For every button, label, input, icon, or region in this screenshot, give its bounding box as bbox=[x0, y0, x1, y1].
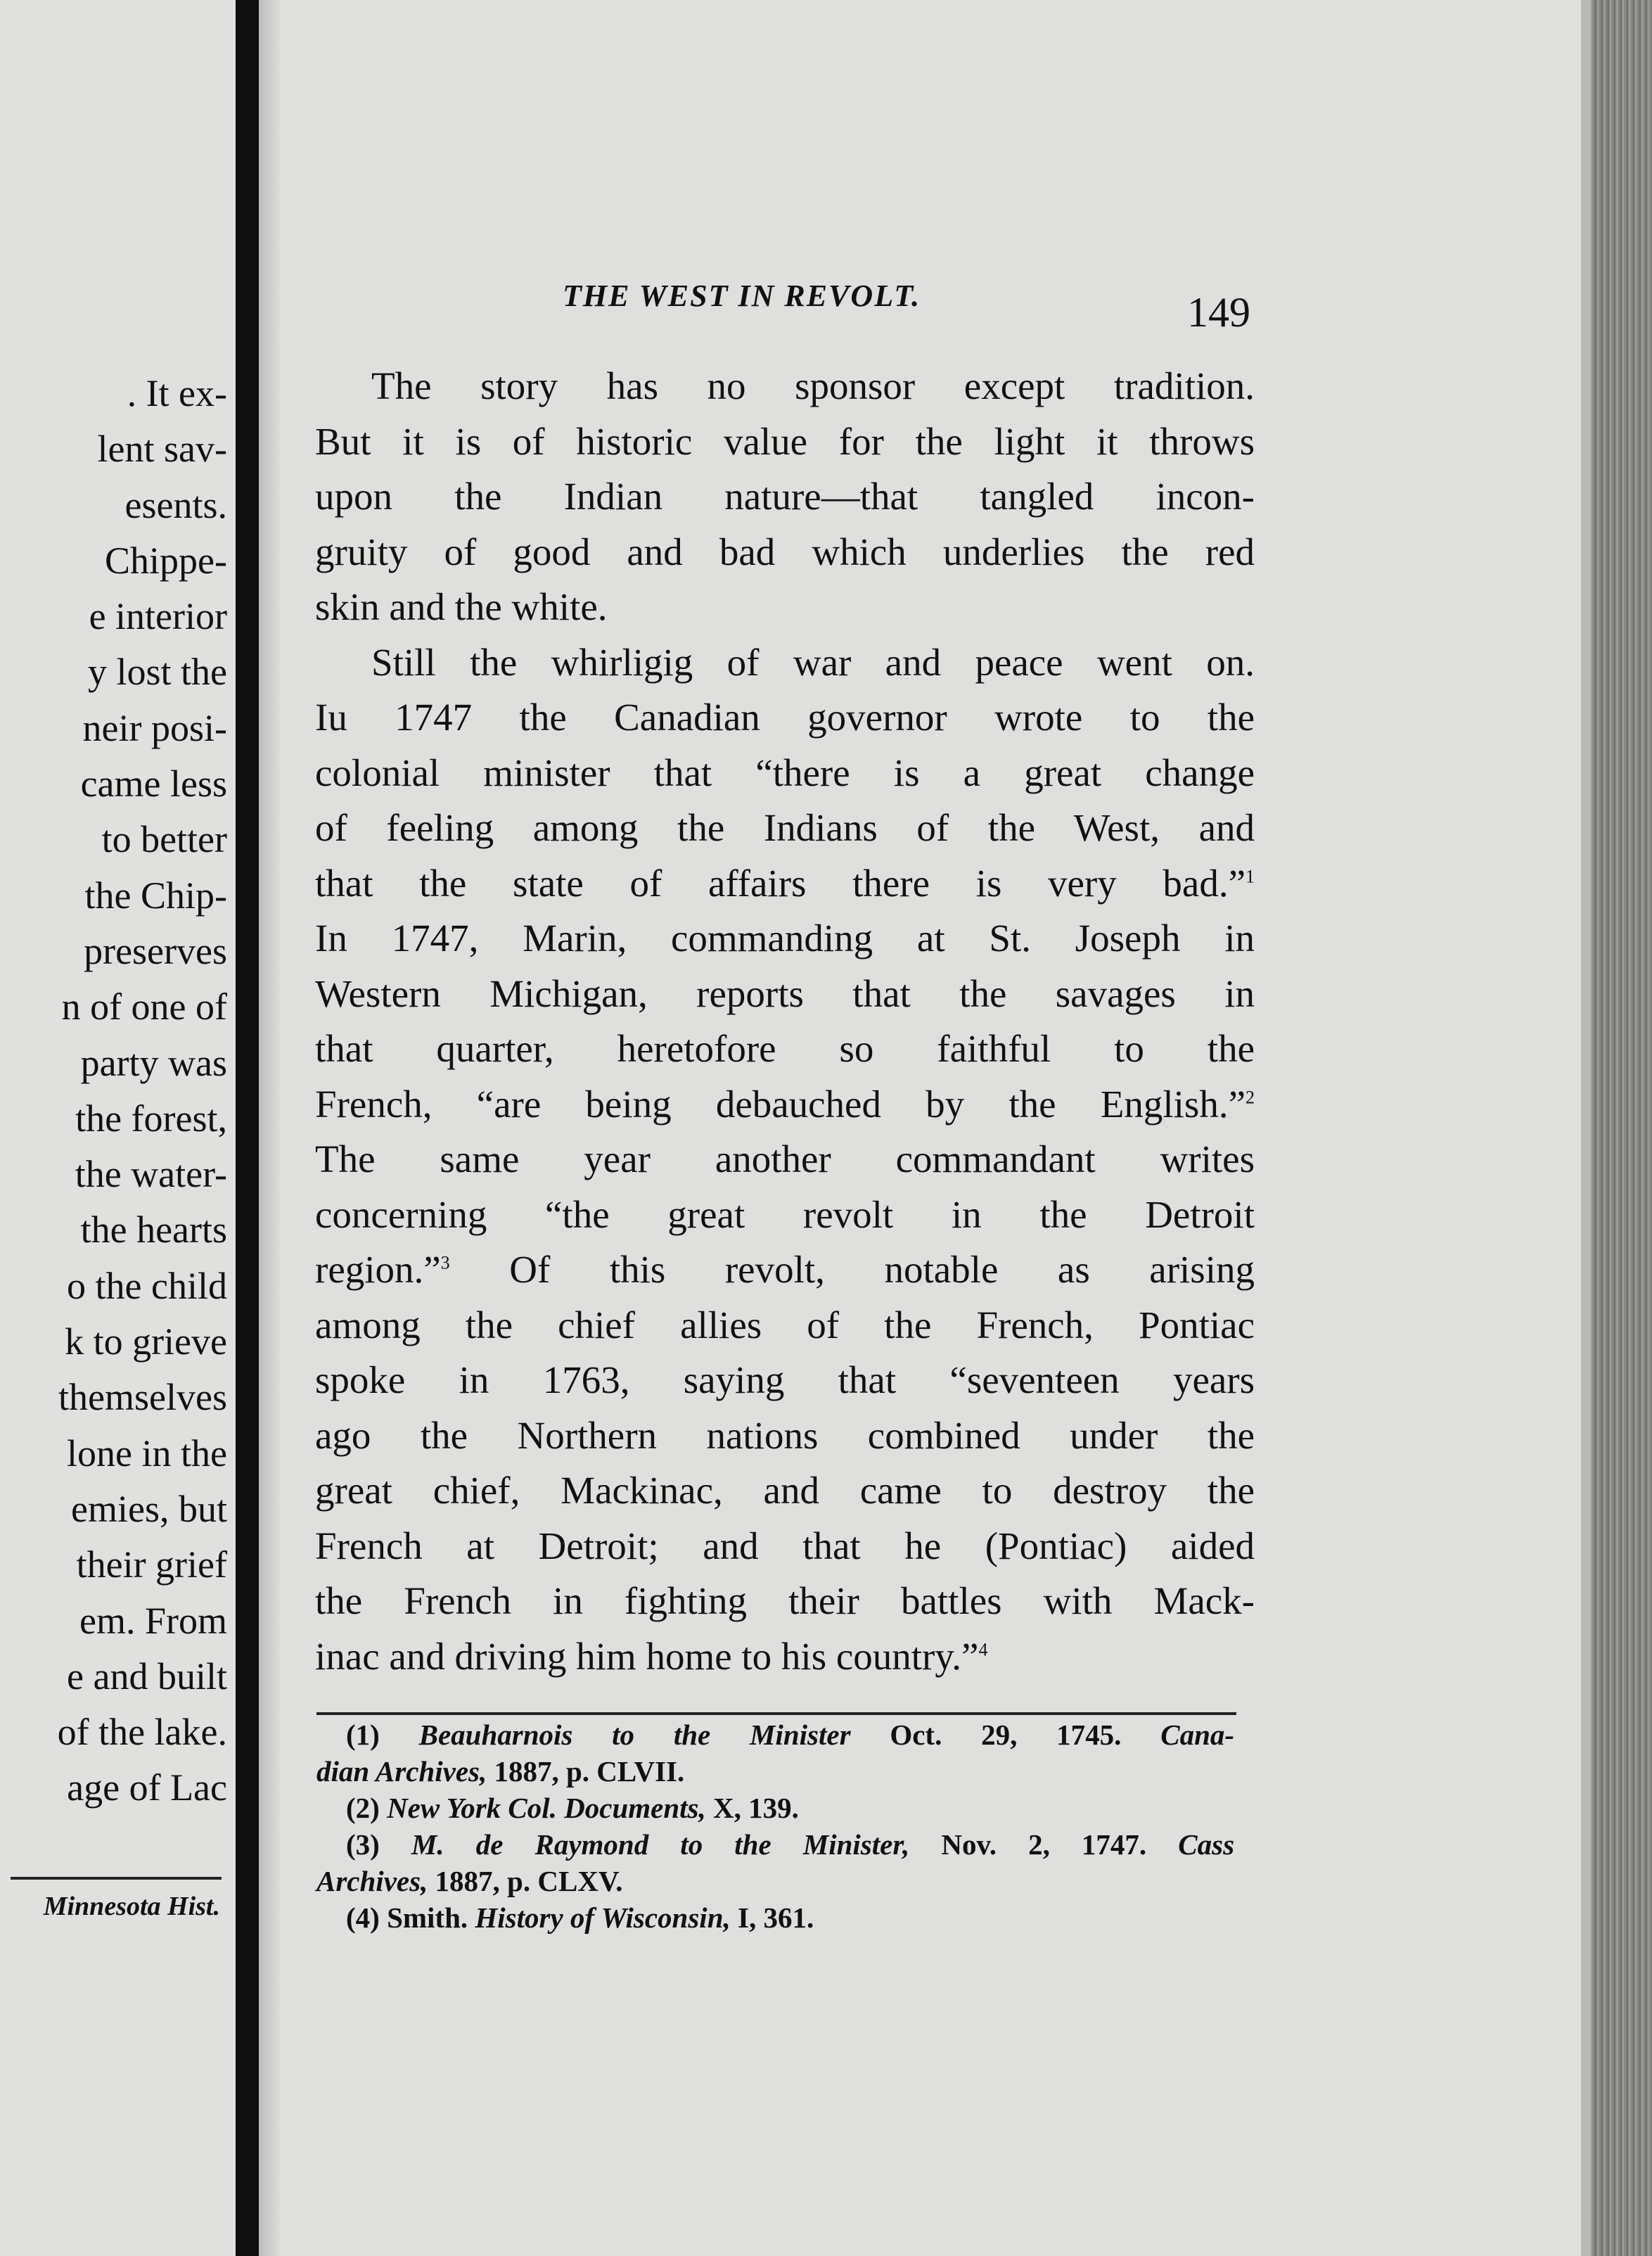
footnote-source: dian Archives, bbox=[316, 1755, 487, 1787]
footnote-3 bbox=[316, 1826, 1234, 1863]
text-segment: French, “are being debauched by the English.” bbox=[315, 1082, 1246, 1126]
left-line: Chippe- bbox=[105, 539, 227, 582]
text-line: that quarter, heretofore so faithful to the bbox=[315, 1027, 1255, 1070]
footnote-source: Archives, bbox=[316, 1865, 428, 1897]
left-line: the water- bbox=[75, 1153, 227, 1196]
left-line: n of one of bbox=[61, 986, 227, 1028]
text-segment: Of this revolt, notable as arising bbox=[449, 1248, 1255, 1291]
text-line: The same year another commandant writes bbox=[315, 1137, 1255, 1180]
left-line: y lost the bbox=[88, 651, 227, 694]
text-segment: inac and driving him home to his country.” bbox=[315, 1634, 979, 1678]
gutter-shadow bbox=[259, 0, 280, 2256]
text-segment: region.” bbox=[315, 1248, 441, 1291]
page-edge-stack bbox=[1581, 0, 1652, 2256]
footnote-source: Cana- bbox=[1160, 1719, 1235, 1751]
footnote-number: (4) bbox=[346, 1901, 380, 1934]
text-line: Iu 1747 the Canadian governor wrote to the bbox=[315, 696, 1255, 739]
footnote-rule bbox=[316, 1712, 1236, 1715]
footnote-text: X, 139. bbox=[713, 1792, 799, 1824]
left-line: age of Lac bbox=[67, 1766, 227, 1809]
left-line: came less bbox=[80, 763, 227, 805]
footnote-3-cont bbox=[316, 1863, 1234, 1899]
body-text bbox=[315, 359, 1255, 1684]
left-line: esents. bbox=[124, 483, 227, 526]
note-marker: 4 bbox=[978, 1639, 988, 1660]
text-line: colonial minister that “there is a great change bbox=[315, 751, 1255, 794]
note-marker: 1 bbox=[1246, 866, 1255, 887]
footnote-2 bbox=[316, 1790, 1234, 1826]
left-line: e interior bbox=[89, 595, 227, 638]
footnote-text: Nov. 2, 1747. bbox=[941, 1828, 1147, 1861]
text-line: spoke in 1763, saying that “seventeen years bbox=[315, 1358, 1255, 1401]
text-line: Still the whirligig of war and peace went on. bbox=[371, 640, 1255, 684]
footnote-author: Smith. bbox=[387, 1901, 468, 1934]
left-line: their grief bbox=[76, 1543, 227, 1586]
left-facing-page bbox=[0, 0, 236, 2256]
footnote-text: Oct. 29, 1745. bbox=[890, 1719, 1122, 1751]
left-footnote: Minnesota Hist. bbox=[43, 1892, 220, 1921]
text-line bbox=[315, 856, 1255, 912]
footnote-text: 1887, p. CLVII. bbox=[494, 1755, 685, 1787]
left-line: to better bbox=[101, 818, 227, 861]
footnote-1 bbox=[316, 1716, 1234, 1753]
left-line: emies, but bbox=[71, 1487, 227, 1530]
text-line: The story has no sponsor except tradition. bbox=[371, 364, 1255, 407]
left-line: lent sav- bbox=[97, 428, 227, 471]
text-line: of feeling among the Indians of the West, and bbox=[315, 806, 1255, 849]
text-line: upon the Indian nature—that tangled incon- bbox=[315, 475, 1255, 518]
footnote-number: (2) bbox=[346, 1792, 380, 1824]
text-line: In 1747, Marin, commanding at St. Joseph in bbox=[315, 917, 1255, 960]
footnote-number: (3) bbox=[346, 1828, 380, 1861]
left-line: the hearts bbox=[80, 1209, 227, 1251]
footnote-number: (1) bbox=[346, 1719, 380, 1751]
text-line bbox=[315, 1077, 1255, 1133]
running-head: THE WEST IN REVOLT. bbox=[563, 279, 921, 313]
note-marker: 3 bbox=[440, 1252, 450, 1273]
left-line: of the lake. bbox=[57, 1711, 227, 1754]
footnote-1-cont bbox=[316, 1753, 1234, 1790]
left-line: o the child bbox=[67, 1264, 227, 1307]
text-line: gruity of good and bad which underlies the red bbox=[315, 530, 1255, 573]
text-line: among the chief allies of the French, Pontiac bbox=[315, 1303, 1255, 1346]
left-line: the Chip- bbox=[84, 874, 227, 917]
text-segment: that the state of affairs there is very bad.” bbox=[315, 861, 1246, 905]
left-line: k to grieve bbox=[65, 1320, 227, 1363]
text-line: Western Michigan, reports that the savages in bbox=[315, 971, 1255, 1015]
page-number: 149 bbox=[1187, 289, 1250, 336]
footnote-title: New York Col. Documents, bbox=[387, 1792, 706, 1824]
text-line bbox=[315, 1242, 1255, 1298]
book-gutter bbox=[236, 0, 259, 2256]
left-line: the forest, bbox=[75, 1097, 227, 1140]
footnote-4 bbox=[316, 1899, 1234, 1936]
note-marker: 2 bbox=[1246, 1087, 1255, 1108]
text-line: But it is of historic value for the light it throws bbox=[315, 419, 1255, 463]
left-line: themselves bbox=[58, 1376, 227, 1419]
footnote-title: M. de Raymond to the Minister, bbox=[411, 1828, 910, 1861]
left-line: neir posi- bbox=[82, 706, 227, 749]
left-page-text bbox=[58, 366, 227, 1816]
footnote-text: 1887, p. CLXV. bbox=[435, 1865, 623, 1897]
footnote-text: I, 361. bbox=[738, 1901, 814, 1934]
text-line: the French in fighting their battles with Mack- bbox=[315, 1579, 1255, 1622]
left-line: e and built bbox=[67, 1655, 227, 1697]
text-line: concerning “the great revolt in the Detroit bbox=[315, 1192, 1255, 1236]
text-line bbox=[315, 1629, 1255, 1685]
text-line: skin and the white. bbox=[315, 585, 608, 628]
text-line: great chief, Mackinac, and came to destroy the bbox=[315, 1469, 1255, 1512]
text-line: ago the Northern nations combined under the bbox=[315, 1413, 1255, 1457]
footnotes bbox=[316, 1716, 1234, 1936]
page-edge-highlight bbox=[1581, 0, 1591, 2256]
left-line: preserves bbox=[84, 929, 227, 972]
left-line: . It ex- bbox=[127, 372, 227, 414]
text-line: French at Detroit; and that he (Pontiac) aided bbox=[315, 1524, 1255, 1567]
left-line: party was bbox=[80, 1041, 227, 1084]
left-line: lone in the bbox=[67, 1432, 227, 1474]
footnote-title: Beauharnois to the Minister bbox=[418, 1719, 851, 1751]
footnote-title: History of Wisconsin, bbox=[475, 1901, 731, 1934]
left-line: em. From bbox=[79, 1599, 227, 1642]
footnote-source: Cass bbox=[1178, 1828, 1235, 1861]
left-footnote-rule bbox=[11, 1877, 222, 1880]
